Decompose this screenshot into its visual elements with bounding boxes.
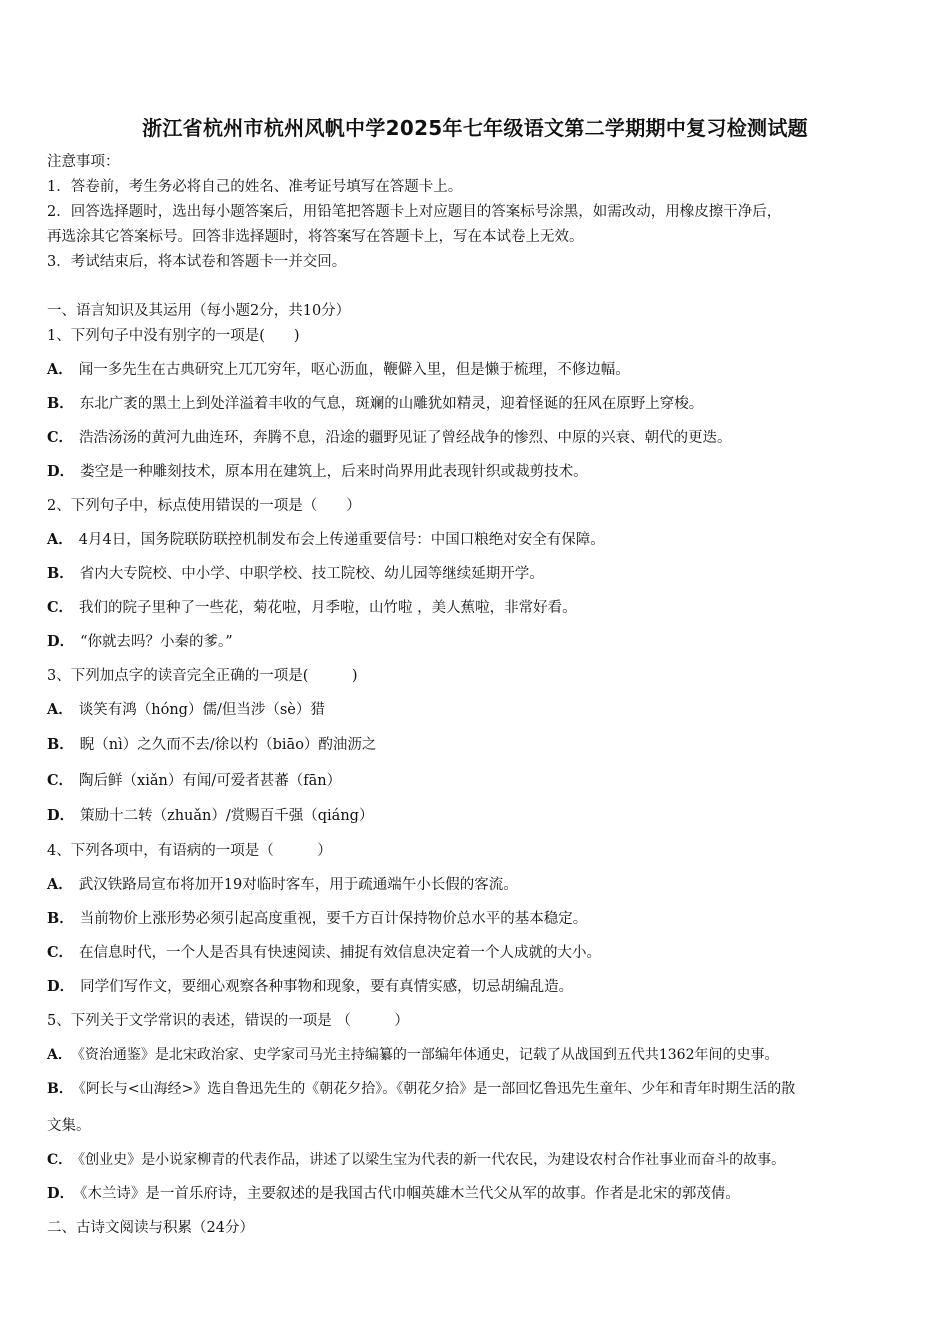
option-a xyxy=(47,530,605,550)
notice-item: 再选涂其它答案标号。回答非选择题时，将答案写在答题卡上，写在本试卷上无效。 xyxy=(47,229,584,245)
option-text: 当前物价上涨形势必须引起高度重视，要千方百计保持物价总水平的基本稳定。 xyxy=(79,911,588,927)
option-label: B． xyxy=(47,910,74,927)
option-b xyxy=(47,909,587,929)
option-text: 娄空是一种雕刻技术，原本用在建筑上，后来时尚界用此表现针织或裁剪技术。 xyxy=(80,464,588,480)
option-text: 《木兰诗》是一首乐府诗，主要叙述的是我国古代巾帼英雄木兰代父从军的故事。作者是北宋的郭茂倩。 xyxy=(80,1186,740,1202)
option-label: C． xyxy=(47,1152,73,1168)
option-label: A． xyxy=(47,361,73,378)
notice-item: 2．回答选择题时，选出每小题答案后，用铅笔把答题卡上对应题目的答案标号涂黑，如需改动，用橡皮擦干净后， xyxy=(47,204,782,220)
option-label: A． xyxy=(47,701,73,718)
question-stem: 2、下列句子中，标点使用错误的一项是（ ） xyxy=(47,498,361,514)
option-a xyxy=(47,1045,779,1065)
option-text: 谈笑有鸿（hóng）儒/但当涉（sè）猎 xyxy=(78,702,325,718)
option-label: A． xyxy=(47,876,73,893)
option-label: D． xyxy=(47,978,75,995)
option-text: 在信息时代，一个人是否具有快速阅读、捕捉有效信息决定着一个人成就的大小。 xyxy=(79,945,602,961)
option-b xyxy=(47,1079,795,1099)
option-text: 东北广袤的黑土上到处洋溢着丰收的气息，斑斓的山雕犹如精灵，迎着怪诞的狂风在原野上穿梭。 xyxy=(79,396,704,412)
option-label: D． xyxy=(47,463,75,480)
question-stem: 5、下列关于文学常识的表述，错误的一项是 （ ） xyxy=(47,1013,409,1029)
option-text: 闻一多先生在古典研究上兀兀穷年，呕心沥血，鞭僻入里，但是懒于梳理，不修边幅。 xyxy=(78,362,630,378)
option-label: A． xyxy=(47,1047,72,1063)
option-b-continued xyxy=(47,1116,91,1136)
option-d xyxy=(47,1184,740,1204)
option-text: 我们的院子里种了一些花，菊花啦，月季啦，山竹啦 ，美人蕉啦，非常好看。 xyxy=(79,600,577,616)
option-label: A． xyxy=(47,531,73,548)
notice-item: 1．答卷前，考生务必将自己的姓名、准考证号填写在答题卡上。 xyxy=(47,179,463,195)
option-text: 武汉铁路局宣布将加开19对临时客车，用于疏通端午小长假的客流。 xyxy=(78,877,518,893)
option-a xyxy=(47,875,518,895)
option-d xyxy=(47,462,588,482)
option-a xyxy=(47,700,325,720)
option-d xyxy=(47,632,233,652)
option-text: 策励十二转（zhuǎn）/赏赐百千强（qiáng） xyxy=(80,808,374,824)
question-stem: 3、下列加点字的读音完全正确的一项是( ) xyxy=(47,668,358,684)
option-text: 《资治通鉴》是北宋政治家、史学家司马光主持编纂的一部编年体通史，记载了从战国到五代共1362年间的史事。 xyxy=(77,1047,779,1063)
option-text: 《阿长与<山海经>》选自鲁迅先生的《朝花夕拾》。《朝花夕拾》是一部回忆鲁迅先生童年、少年和青年时期生活的散 xyxy=(78,1081,796,1097)
option-label: B． xyxy=(47,736,74,753)
option-d xyxy=(47,806,373,826)
option-label: B． xyxy=(47,565,74,582)
option-text: 4月4日，国务院联防联控机制发布会上传递重要信号：中国口粮绝对安全有保障。 xyxy=(78,532,605,548)
option-d xyxy=(47,977,573,997)
option-label: B． xyxy=(47,395,74,412)
option-b xyxy=(47,394,703,414)
option-label: C． xyxy=(47,429,74,446)
option-c xyxy=(47,428,732,448)
option-c xyxy=(47,943,601,963)
question-stem: 1、下列句子中没有别字的一项是( ) xyxy=(47,328,300,344)
option-b xyxy=(47,735,376,755)
option-label: C． xyxy=(47,599,74,616)
notice-item: 3．考试结束后，将本试卷和答题卡一并交回。 xyxy=(47,254,347,270)
option-c xyxy=(47,598,577,618)
option-text: “你就去吗？小秦的爹。” xyxy=(80,634,233,650)
option-c xyxy=(47,1150,785,1170)
option-text: 陶后鲜（xiǎn）有闻/可爱者甚蕃（fān） xyxy=(79,773,342,789)
option-b xyxy=(47,564,544,584)
section-heading: 二、古诗文阅读与积累（24分） xyxy=(47,1220,254,1236)
question-stem: 4、下列各项中，有语病的一项是（ ） xyxy=(47,843,332,859)
option-text: 文集。 xyxy=(47,1118,91,1134)
section-heading: 一、语言知识及其运用（每小题2分，共10分） xyxy=(47,303,351,319)
option-label: D． xyxy=(47,633,75,650)
page-title: 浙江省杭州市杭州风帆中学2025年七年级语文第二学期期中复习检测试题 xyxy=(142,116,808,140)
option-text: 同学们写作文，要细心观察各种事物和现象，要有真情实感，切忌胡编乱造。 xyxy=(80,979,574,995)
option-text: 睨（nì）之久而不去/徐以杓（biāo）酌油沥之 xyxy=(79,737,377,753)
option-label: B． xyxy=(47,1081,73,1097)
option-c xyxy=(47,771,341,791)
option-text: 浩浩汤汤的黄河九曲连环，奔腾不息，沿途的疆野见证了曾经战争的惨烈、中原的兴衰、朝代的更迭。 xyxy=(79,430,732,446)
option-text: 《创业史》是小说家柳青的代表作品，讲述了以梁生宝为代表的新一代农民，为建设农村合作社事业而奋斗的故事。 xyxy=(78,1152,786,1168)
option-a xyxy=(47,360,630,380)
option-text: 省内大专院校、中小学、中职学校、技工院校、幼儿园等继续延期开学。 xyxy=(79,566,544,582)
option-label: D． xyxy=(47,1185,75,1202)
option-label: D． xyxy=(47,807,75,824)
notice-heading: 注意事项： xyxy=(47,154,120,170)
option-label: C． xyxy=(47,772,74,789)
option-label: C． xyxy=(47,944,74,961)
